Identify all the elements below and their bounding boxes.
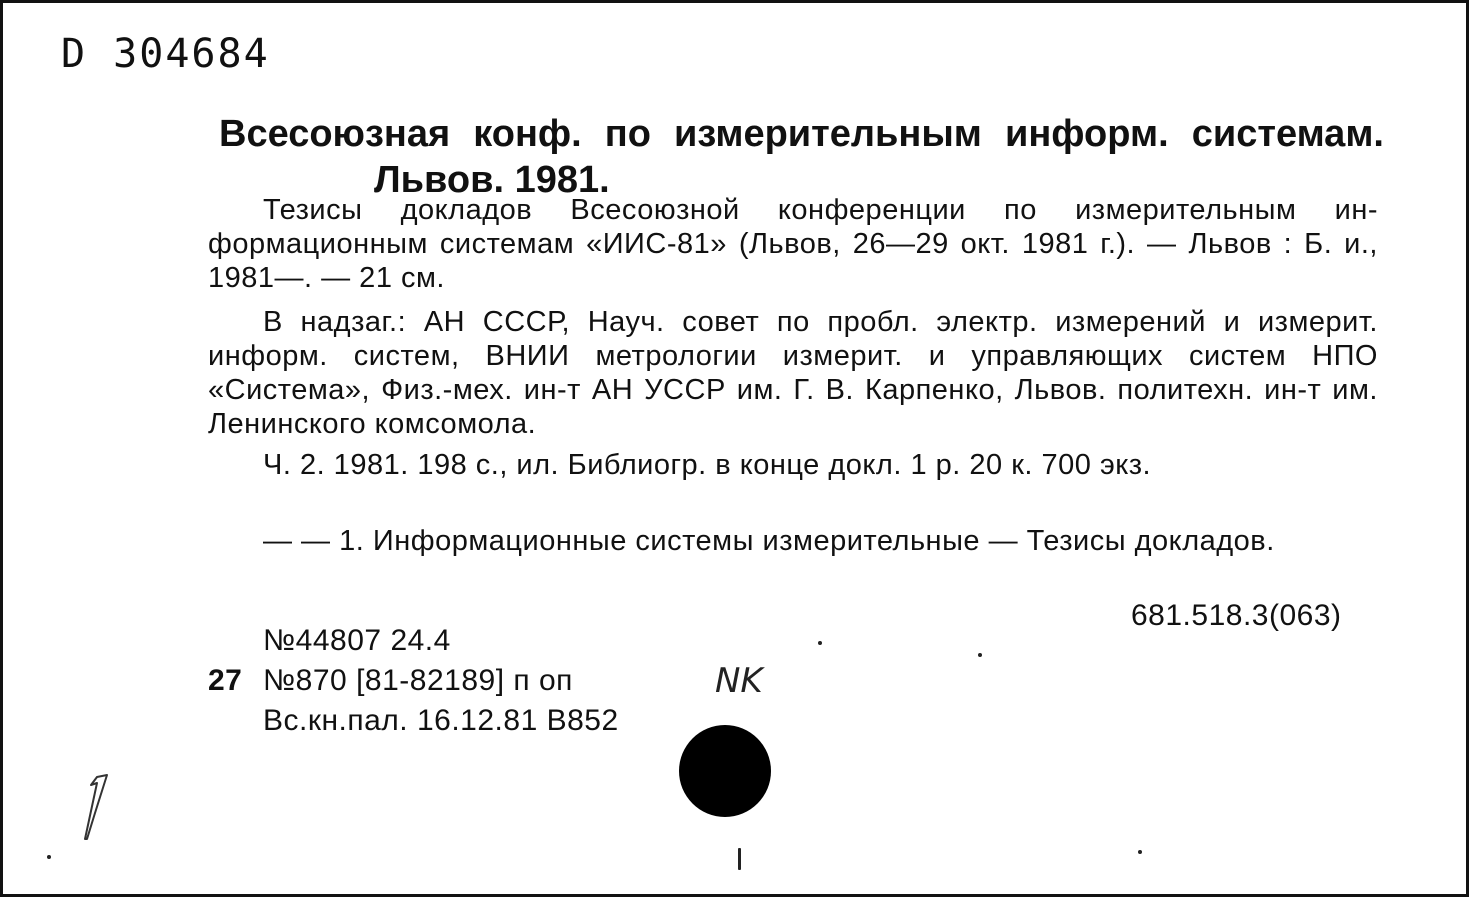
subject-paragraph	[208, 524, 1378, 558]
heading-line-2: Львов. 1981.	[374, 159, 610, 201]
meta-row-2	[208, 661, 619, 701]
meta-line-3: Вс.кн.пал. 16.12.81 В852	[263, 704, 619, 737]
issue-paragraph	[208, 448, 1378, 482]
meta-line-2: №870 [81-82189] п оп	[263, 664, 573, 697]
meta-row-1	[208, 621, 619, 661]
description-paragraph	[208, 193, 1378, 295]
subject-text: — — 1. Информационные системы измерительные — Тезисы докладов.	[263, 525, 1275, 557]
card-heading	[219, 111, 1384, 203]
handwritten-initials: NK	[715, 661, 763, 701]
meta-row-3	[208, 701, 619, 741]
pencil-mark-icon	[67, 773, 117, 843]
organizations-paragraph	[208, 305, 1378, 441]
udc-code: 681.518.3(063)	[1131, 599, 1342, 632]
organizations-text: В надзаг.: АН СССР, Науч. совет по пробл. электр. измерений и измерит. информ. систем, ВНИИ метрологии измерит. и управляющих систем НПО «Система», Физ.-мех. ин-т АН УССР им. Г. В. Карпенко, Львов. политехн. ин-т им. Ленинского комсомола.	[208, 306, 1378, 440]
punch-hole	[679, 725, 771, 817]
heading-line-1: Всесоюзная конф. по измерительным информ. системам.	[219, 113, 1384, 155]
speck	[47, 855, 51, 859]
card-number: D 304684	[61, 31, 270, 77]
meta-line-1: №44807 24.4	[263, 624, 451, 657]
speck	[818, 641, 822, 645]
card-meta	[208, 621, 619, 741]
speck	[978, 653, 982, 657]
speck	[738, 848, 741, 870]
issue-text: Ч. 2. 1981. 198 с., ил. Библиогр. в конце докл. 1 р. 20 к. 700 экз.	[263, 449, 1152, 481]
description-text: Тезисы докладов Всесоюзной конференции по измерительным ин-формационным системам «ИИС-81» (Львов, 26—29 окт. 1981 г.). — Львов : Б. и., 1981—. — 21 см.	[208, 194, 1378, 294]
meta-code: 27	[208, 664, 243, 697]
speck	[1138, 850, 1142, 854]
